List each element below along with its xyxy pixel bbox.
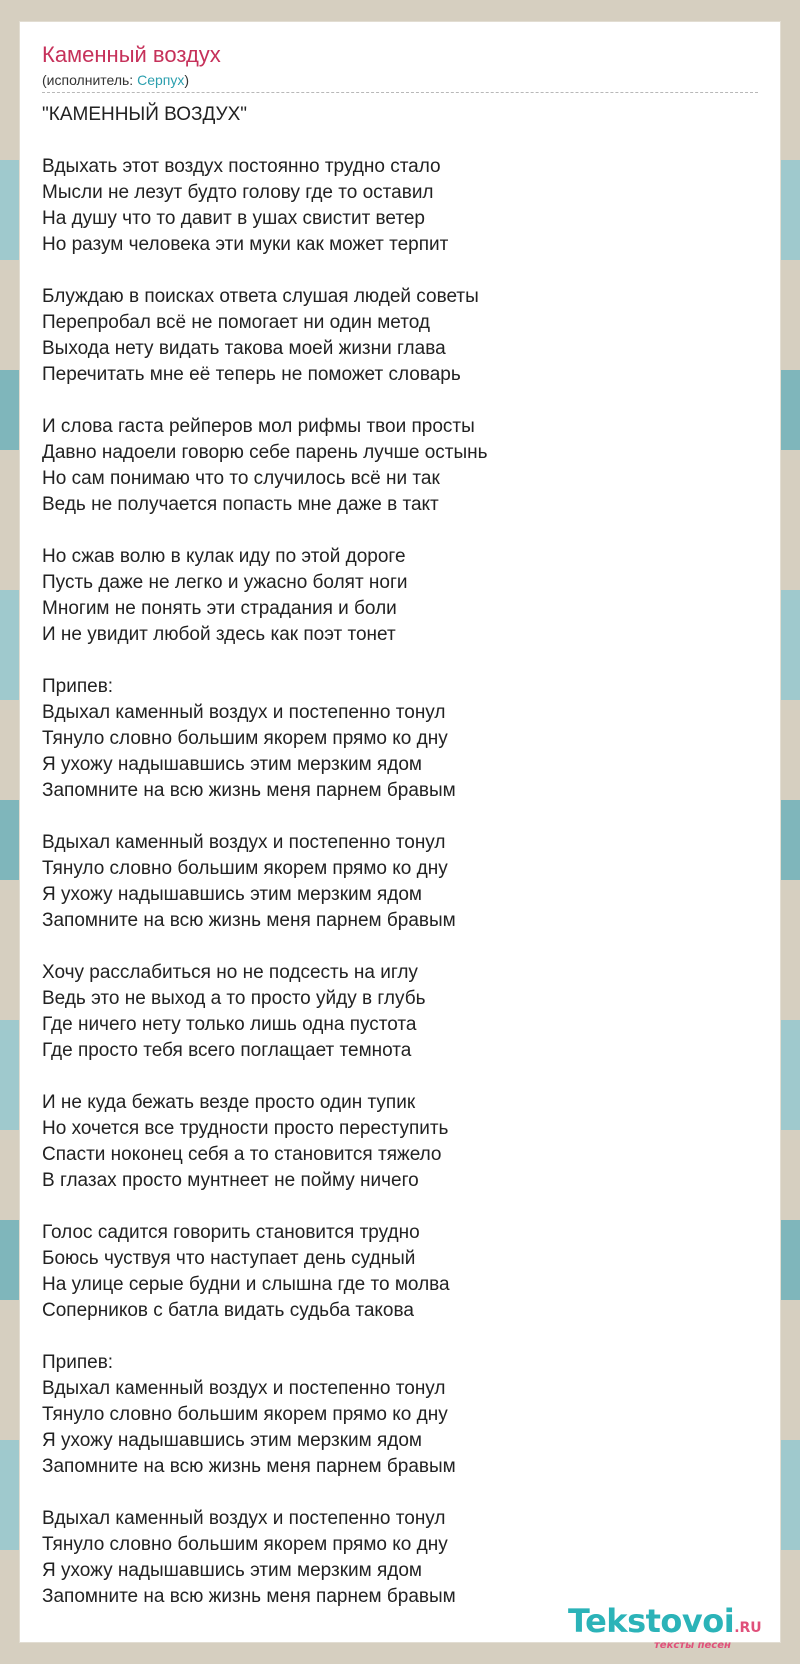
lyrics-line: Боюсь чуствуя что наступает день судный <box>42 1248 416 1269</box>
lyrics-line: Но сам понимаю что то случилось всё ни так <box>42 468 440 489</box>
lyrics-line: Спасти ноконец себя а то становится тяжело <box>42 1144 442 1165</box>
site-logo[interactable] <box>568 1602 762 1652</box>
lyrics-line: Вдыхал каменный воздух и постепенно тонул <box>42 832 446 853</box>
artist-line <box>42 72 189 88</box>
lyrics-line: И не куда бежать везде просто один тупик <box>42 1092 416 1113</box>
lyrics-blank-line <box>42 1064 758 1090</box>
lyrics-line: В глазах просто мунтнеет не пойму ничего <box>42 1170 419 1191</box>
lyrics-line: Тянуло словно большим якорем прямо ко дну <box>42 858 448 879</box>
lyrics-blank-line <box>42 1324 758 1350</box>
lyrics-line: Тянуло словно большим якорем прямо ко дну <box>42 1404 448 1425</box>
artist-prefix: (исполнитель: <box>42 72 138 88</box>
lyrics-line: Но сжав волю в кулак иду по этой дороге <box>42 546 406 567</box>
lyrics-text <box>42 102 758 1610</box>
lyrics-line: Хочу расслабиться но не подсесть на иглу <box>42 962 418 983</box>
lyrics-line: Припев: <box>42 1352 114 1373</box>
lyrics-line: Ведь не получается попасть мне даже в такт <box>42 494 439 515</box>
lyrics-line: Но хочется все трудности просто переступить <box>42 1118 449 1139</box>
lyrics-line: Вдыхал каменный воздух и постепенно тонул <box>42 702 446 723</box>
lyrics-line: Пусть даже не легко и ужасно болят ноги <box>42 572 408 593</box>
lyrics-line: И слова гаста рейперов мол рифмы твои просты <box>42 416 475 437</box>
lyrics-line: Перечитать мне её теперь не поможет словарь <box>42 364 461 385</box>
logo-tagline: тексты песен <box>654 1640 731 1651</box>
lyrics-line: Многим не понять эти страдания и боли <box>42 598 397 619</box>
lyrics-card <box>20 22 780 1651</box>
artist-suffix: ) <box>184 72 190 88</box>
lyrics-line: Вдыхал каменный воздух и постепенно тонул <box>42 1378 446 1399</box>
lyrics-blank-line <box>42 648 758 674</box>
lyrics-line: Где ничего нету только лишь одна пустота <box>42 1014 417 1035</box>
lyrics-line: Вдыхал каменный воздух и постепенно тонул <box>42 1508 446 1529</box>
logo-name: Tekstovoi <box>568 1602 735 1640</box>
lyrics-line: Запомните на всю жизнь меня парнем бравым <box>42 910 456 931</box>
lyrics-line: Запомните на всю жизнь меня парнем бравым <box>42 780 456 801</box>
lyrics-line: Выхода нету видать такова моей жизни глава <box>42 338 446 359</box>
lyrics-line: Блуждаю в поисках ответа слушая людей советы <box>42 286 479 307</box>
lyrics-line: И не увидит любой здесь как поэт тонет <box>42 624 396 645</box>
lyrics-line: Где просто тебя всего поглащает темнота <box>42 1040 412 1061</box>
lyrics-blank-line <box>42 258 758 284</box>
lyrics-line: "КАМЕННЫЙ ВОЗДУХ" <box>42 104 248 125</box>
lyrics-line: Но разум человека эти муки как может терпит <box>42 234 449 255</box>
lyrics-line: Припев: <box>42 676 114 697</box>
lyrics-line: Перепробал всё не помогает ни один метод <box>42 312 430 333</box>
song-title: Каменный воздух <box>42 42 221 67</box>
lyrics-blank-line <box>42 518 758 544</box>
lyrics-line: Тянуло словно большим якорем прямо ко дну <box>42 1534 448 1555</box>
lyrics-line: Соперников с батла видать судьба такова <box>42 1300 414 1321</box>
lyrics-line: На улице серые будни и слышна где то молва <box>42 1274 450 1295</box>
lyrics-line: Я ухожу надышавшись этим мерзким ядом <box>42 1430 422 1451</box>
lyrics-blank-line <box>42 934 758 960</box>
lyrics-line: Давно надоели говорю себе парень лучше остынь <box>42 442 488 463</box>
lyrics-line: Тянуло словно большим якорем прямо ко дну <box>42 728 448 749</box>
lyrics-blank-line <box>42 388 758 414</box>
logo-tld: .RU <box>734 1620 762 1636</box>
lyrics-line: Запомните на всю жизнь меня парнем бравым <box>42 1456 456 1477</box>
lyrics-line: Я ухожу надышавшись этим мерзким ядом <box>42 754 422 775</box>
lyrics-blank-line <box>42 1480 758 1506</box>
lyrics-blank-line <box>42 804 758 830</box>
divider <box>42 92 758 93</box>
lyrics-line: Мысли не лезут будто голову где то оставил <box>42 182 434 203</box>
lyrics-line: На душу что то давит в ушах свистит ветер <box>42 208 425 229</box>
artist-link[interactable]: Серпух <box>137 72 185 88</box>
lyrics-blank-line <box>42 1194 758 1220</box>
lyrics-line: Запомните на всю жизнь меня парнем бравым <box>42 1586 456 1607</box>
lyrics-line: Я ухожу надышавшись этим мерзким ядом <box>42 1560 422 1581</box>
lyrics-line: Я ухожу надышавшись этим мерзким ядом <box>42 884 422 905</box>
lyrics-line: Вдыхать этот воздух постоянно трудно стало <box>42 156 441 177</box>
lyrics-blank-line <box>42 128 758 154</box>
lyrics-line: Ведь это не выход а то просто уйду в глубь <box>42 988 426 1009</box>
lyrics-line: Голос садится говорить становится трудно <box>42 1222 420 1243</box>
